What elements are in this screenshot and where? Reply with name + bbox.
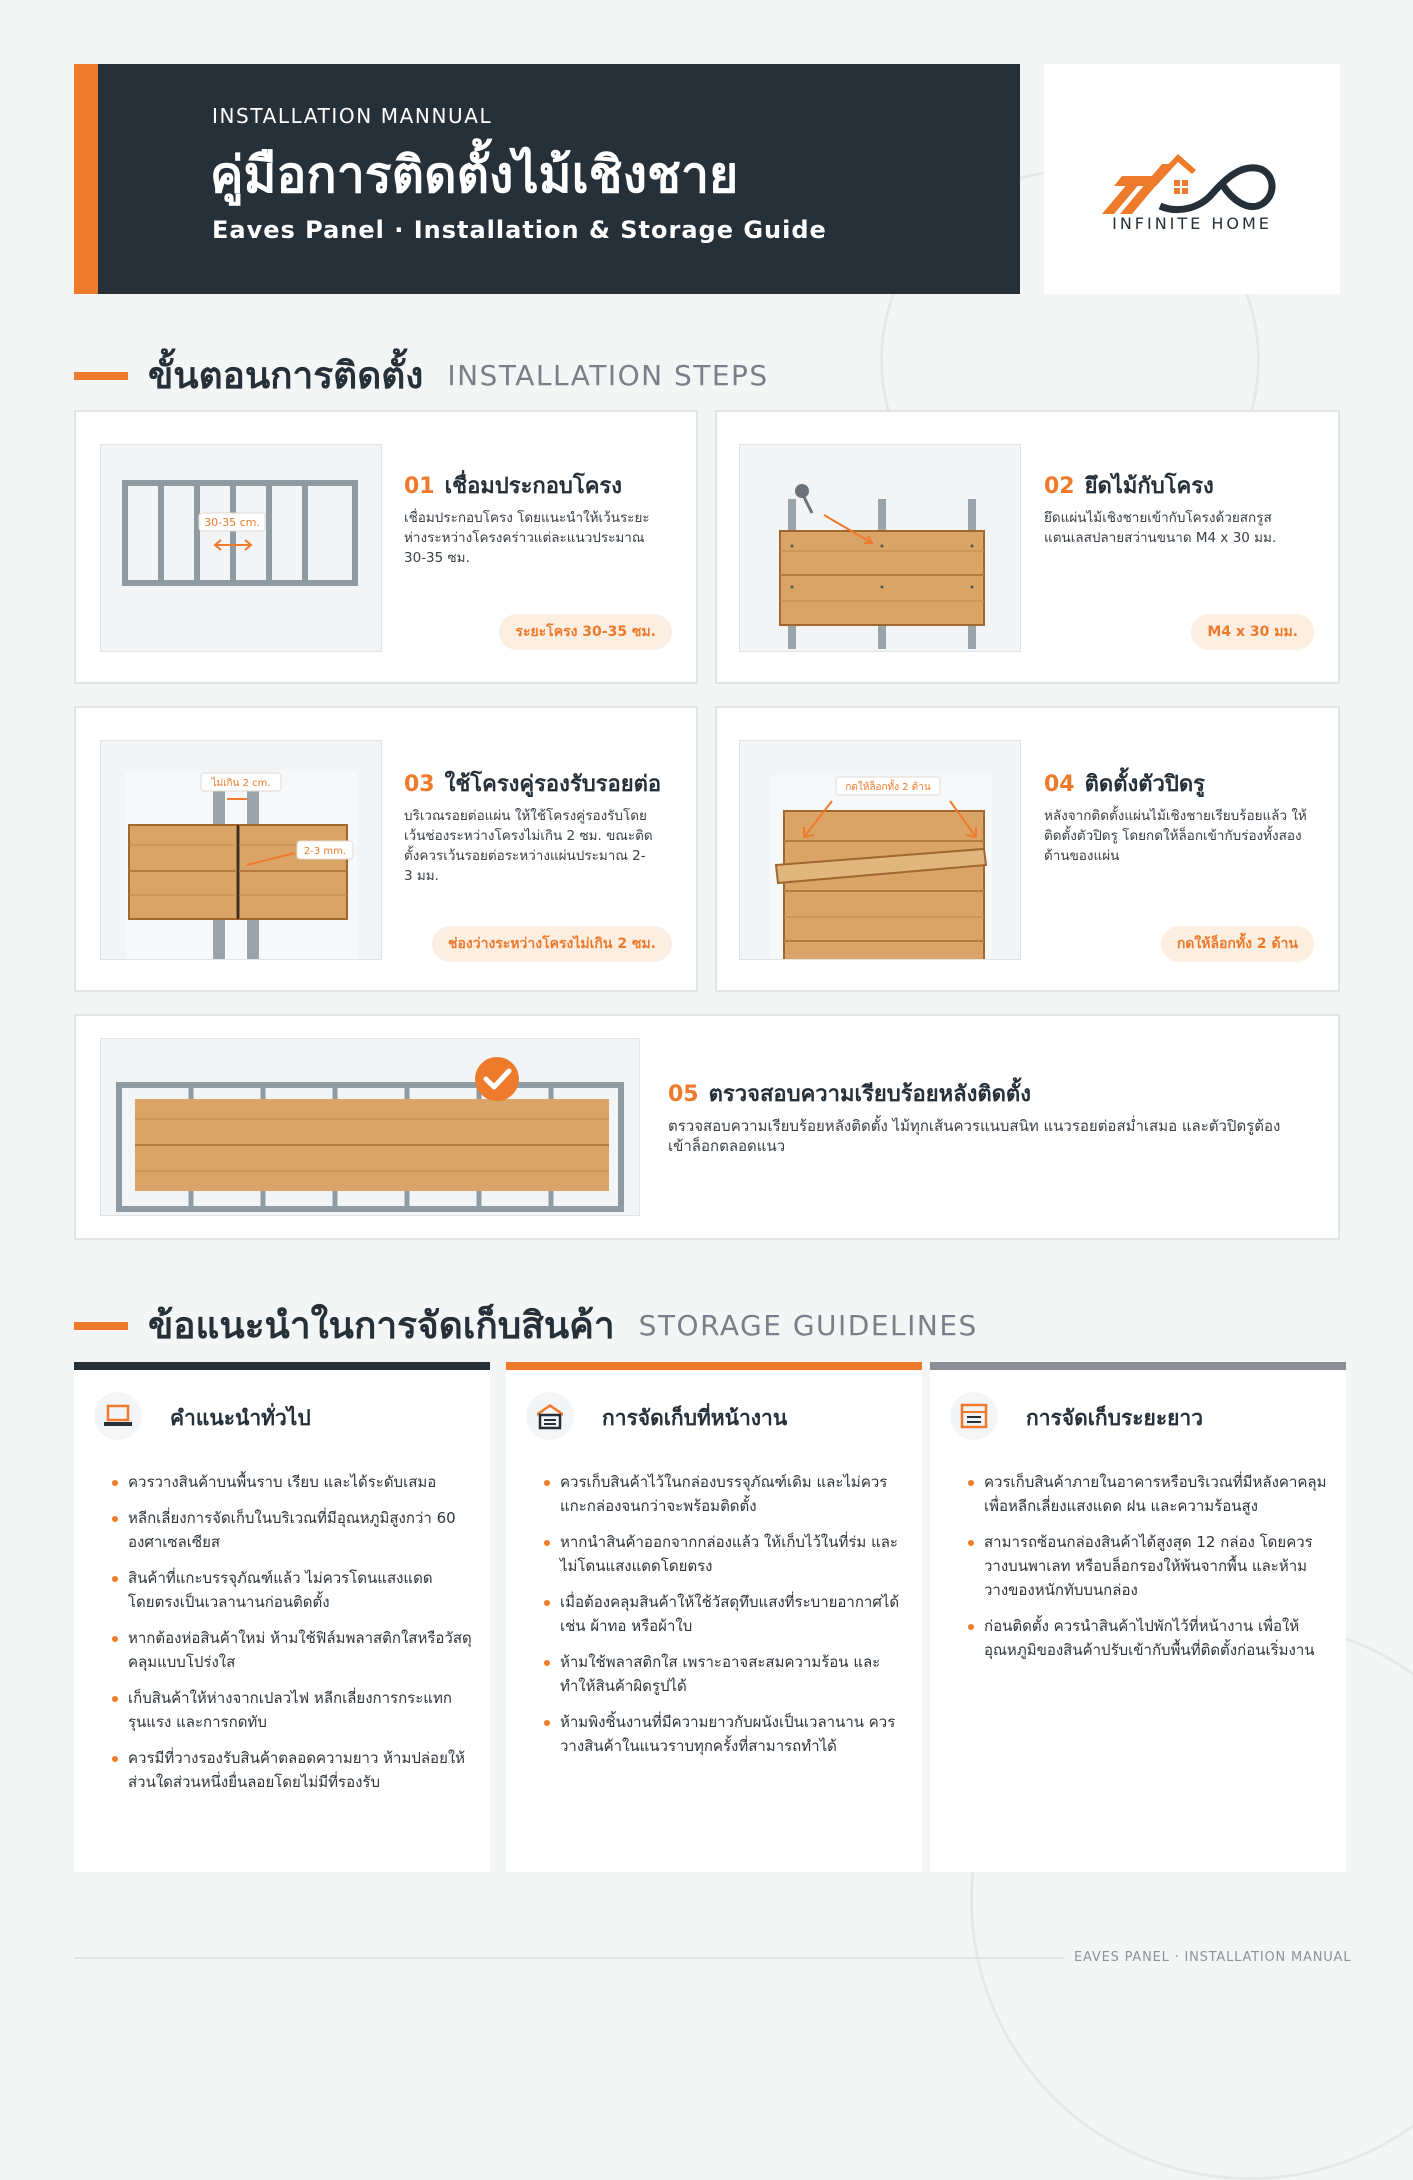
step-number: 04 xyxy=(1044,772,1075,797)
storage-list xyxy=(968,1470,1328,1674)
step-title xyxy=(1044,468,1214,503)
column-top-bar xyxy=(506,1362,922,1370)
step-description: ตรวจสอบความเรียบร้อยหลังติดตั้ง ไม้ทุกเส้นควรแนบสนิท แนวรอยต่อสม่ำเสมอ และตัวปิดรูต้องเข้าล็อกตลอดแนว xyxy=(668,1117,1281,1155)
step-pill: M4 x 30 มม. xyxy=(1191,614,1314,650)
list-item: หากต้องห่อสินค้าใหม่ ห้ามใช้ฟิล์มพลาสติกใสหรือวัสดุคลุมแบบโปร่งใส xyxy=(112,1626,472,1674)
column-top-bar xyxy=(74,1362,490,1370)
illus-label: 30-35 cm. xyxy=(204,516,260,529)
footer-divider xyxy=(74,1957,1064,1959)
step-title-text: ติดตั้งตัวปิดรู xyxy=(1084,772,1205,797)
step-card-03 xyxy=(74,706,698,992)
section-title-en: STORAGE GUIDELINES xyxy=(638,1309,978,1342)
step-card-02 xyxy=(715,410,1340,684)
storage-column-title: คำแนะนำทั่วไป xyxy=(170,1406,311,1430)
step-number: 05 xyxy=(668,1082,699,1107)
step-04-illustration xyxy=(739,740,1021,960)
header-banner xyxy=(74,64,1020,294)
illus-label: 2-3 mm. xyxy=(303,846,347,857)
step-description: หลังจากติดตั้งแผ่นไม้เชิงชายเรียบร้อยแล้ว ให้ติดตั้งตัวปิดรู โดยกดให้ล็อกเข้ากับร่องทั้งสองด้านของแผ่น xyxy=(1044,808,1307,864)
check-icon xyxy=(475,1057,519,1101)
step-description: เชื่อมประกอบโครง โดยแนะนำให้เว้นระยะห่างระหว่างโครงคร่าวแต่ละแนวประมาณ 30-35 ซม. xyxy=(404,510,650,566)
illus-label: กดให้ล็อกทั้ง 2 ด้าน xyxy=(845,782,931,793)
step-05-illustration xyxy=(100,1038,640,1216)
list-item: ห้ามพิงชิ้นงานที่มีความยาวกับผนังเป็นเวลานาน ควรวางสินค้าในแนวราบทุกครั้งที่สามารถทำได้ xyxy=(544,1710,904,1758)
list-item: ห้ามใช้พลาสติกใส เพราะอาจสะสมความร้อน และทำให้สินค้าผิดรูปได้ xyxy=(544,1650,904,1698)
installation-section-heading xyxy=(74,346,769,405)
frame-illustration xyxy=(101,445,382,652)
step-number: 01 xyxy=(404,474,435,499)
step-01-illustration xyxy=(100,444,382,652)
list-item: เมื่อต้องคลุมสินค้าให้ใช้วัสดุทึบแสงที่ระบายอากาศได้ เช่น ผ้าทอ หรือผ้าใบ xyxy=(544,1590,904,1638)
list-item: ควรมีที่วางรองรับสินค้าตลอดความยาว ห้ามปล่อยให้ส่วนใดส่วนหนึ่งยื่นลอยโดยไม่มีที่รองรับ xyxy=(112,1746,472,1794)
column-top-bar xyxy=(930,1362,1346,1370)
storage-column-onsite xyxy=(506,1362,922,1872)
list-item: สินค้าที่แกะบรรจุภัณฑ์แล้ว ไม่ควรโดนแสงแดดโดยตรงเป็นเวลานานก่อนติดตั้ง xyxy=(112,1566,472,1614)
panel-screw-illustration xyxy=(740,445,1021,652)
section-accent-bar xyxy=(74,1322,128,1330)
step-title xyxy=(404,468,622,503)
step-02-illustration xyxy=(739,444,1021,652)
list-item: ควรเก็บสินค้าไว้ในกล่องบรรจุภัณฑ์เดิม และไม่ควรแกะกล่องจนกว่าจะพร้อมติดตั้ง xyxy=(544,1470,904,1518)
step-title xyxy=(404,766,661,801)
section-title-th: ข้อแนะนำในการจัดเก็บสินค้า xyxy=(148,1304,615,1347)
list-item: ควรเก็บสินค้าภายในอาคารหรือบริเวณที่มีหลังคาคลุม เพื่อหลีกเลี่ยงแสงแดด ฝน และความร้อนสูง xyxy=(968,1470,1328,1518)
section-accent-bar xyxy=(74,372,128,380)
step-card-01 xyxy=(74,410,698,684)
storage-column-title: การจัดเก็บที่หน้างาน xyxy=(602,1406,788,1430)
infinite-home-logo-icon xyxy=(1092,114,1292,214)
step-description: บริเวณรอยต่อแผ่น ให้ใช้โครงคู่รองรับโดยเว้นช่องระหว่างโครงไม่เกิน 2 ซม. ขณะติดตั้งควรเว้นรอยต่อระหว่างแผ่นประมาณ 2-3 มม. xyxy=(404,808,653,884)
list-item: ก่อนติดตั้ง ควรนำสินค้าไปพักไว้ที่หน้างาน เพื่อให้อุณหภูมิของสินค้าปรับเข้ากับพื้นที่ติดตั้งก่อนเริ่มงาน xyxy=(968,1614,1328,1662)
list-item: สามารถซ้อนกล่องสินค้าได้สูงสุด 12 กล่อง โดยควรวางบนพาเลท หรือบล็อกรองให้พ้นจากพื้น และห้ามวางของหนักทับบนกล่อง xyxy=(968,1530,1328,1602)
storage-column-general xyxy=(74,1362,490,1872)
step-title-text: ตรวจสอบความเรียบร้อยหลังติดตั้ง xyxy=(708,1082,1031,1107)
step-pill: กดให้ล็อกทั้ง 2 ด้าน xyxy=(1161,926,1314,962)
section-title-th: ขั้นตอนการติดตั้ง xyxy=(148,354,424,397)
step-number: 03 xyxy=(404,772,435,797)
storage-list xyxy=(112,1470,472,1806)
illus-label: ไม่เกิน 2 cm. xyxy=(211,778,271,789)
step-pill: ช่องว่างระหว่างโครงไม่เกิน 2 ซม. xyxy=(432,926,672,962)
logo-text: INFINITE HOME xyxy=(1112,214,1272,233)
hole-cover-illustration xyxy=(740,741,1021,960)
page-title: คู่มือการติดตั้งไม้เชิงชาย xyxy=(210,146,739,204)
step-number: 02 xyxy=(1044,474,1075,499)
laptop-icon xyxy=(94,1392,142,1440)
list-item: ควรวางสินค้าบนพื้นราบ เรียบ และได้ระดับเสมอ xyxy=(112,1470,472,1494)
header-eyebrow: INSTALLATION MANNUAL xyxy=(212,104,493,128)
step-card-05 xyxy=(74,1014,1340,1240)
step-title-text: ยึดไม้กับโครง xyxy=(1084,474,1214,499)
step-title xyxy=(1044,766,1205,801)
storage-column-title: การจัดเก็บระยะยาว xyxy=(1026,1406,1203,1430)
section-title-en: INSTALLATION STEPS xyxy=(447,359,769,392)
joint-gap-illustration xyxy=(101,741,382,960)
footer-text: EAVES PANEL · INSTALLATION MANUAL xyxy=(1074,1950,1352,1965)
list-item: เก็บสินค้าให้ห่างจากเปลวไฟ หลีกเลี่ยงการกระแทกรุนแรง และการกดทับ xyxy=(112,1686,472,1734)
storage-list xyxy=(544,1470,904,1770)
storage-section-heading xyxy=(74,1296,978,1355)
step-title xyxy=(668,1076,1031,1111)
step-description: ยึดแผ่นไม้เชิงชายเข้ากับโครงด้วยสกรูสแตนเลสปลายสว่านขนาด M4 x 30 มม. xyxy=(1044,510,1277,546)
page-subtitle: Eaves Panel · Installation & Storage Guide xyxy=(212,216,827,244)
step-card-04 xyxy=(715,706,1340,992)
step-title-text: ใช้โครงคู่รองรับรอยต่อ xyxy=(444,772,662,797)
list-item: หากนำสินค้าออกจากกล่องแล้ว ให้เก็บไว้ในที่ร่ม และไม่โดนแสงแดดโดยตรง xyxy=(544,1530,904,1578)
list-item: หลีกเลี่ยงการจัดเก็บในบริเวณที่มีอุณหภูมิสูงกว่า 60 องศาเซลเซียส xyxy=(112,1506,472,1554)
warehouse-icon xyxy=(526,1392,574,1440)
step-title-text: เชื่อมประกอบโครง xyxy=(444,474,622,499)
archive-box-icon xyxy=(950,1392,998,1440)
inspection-illustration xyxy=(101,1039,640,1216)
step-pill: ระยะโครง 30-35 ซม. xyxy=(499,614,672,650)
logo-box xyxy=(1044,64,1340,294)
step-03-illustration xyxy=(100,740,382,960)
storage-column-longterm xyxy=(930,1362,1346,1872)
